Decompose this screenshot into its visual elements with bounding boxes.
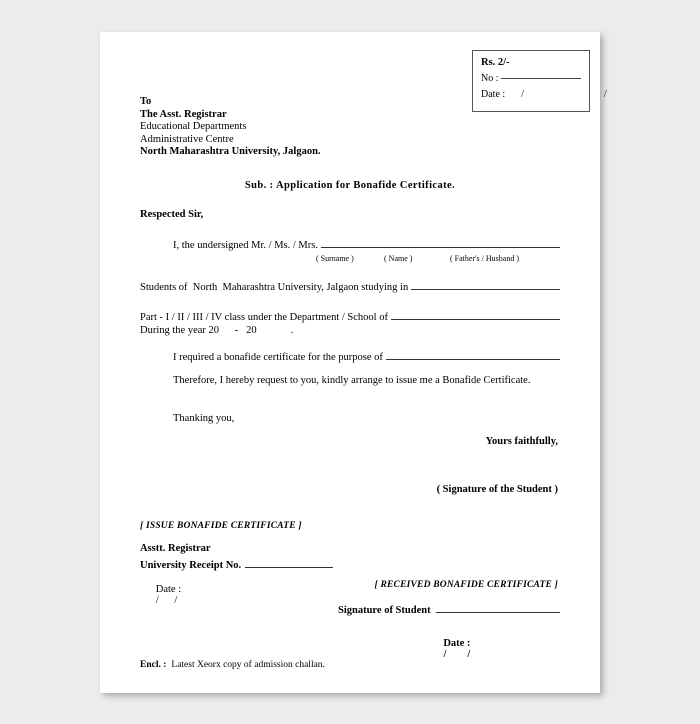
address-centre: Administrative Centre — [140, 133, 234, 145]
received-date-label: Date : — [443, 638, 471, 649]
subject-line: Sub. : Application for Bonafide Certificate. — [244, 180, 456, 191]
stamp-no-blank[interactable] — [501, 68, 582, 79]
stamp-date-row — [481, 87, 621, 103]
address-to: To — [140, 96, 152, 107]
address-block — [140, 96, 321, 159]
department-line — [140, 310, 560, 325]
address-university: North Maharashtra University, Jalgaon. — [140, 146, 321, 158]
stamp-date-blank[interactable]: / / — [521, 89, 621, 100]
received-certificate-heading: [ RECEIVED BONAFIDE CERTIFICATE ] — [374, 580, 558, 590]
issue-receipt-blank[interactable] — [245, 558, 333, 568]
studying-in-line — [140, 280, 560, 295]
thanking-line: Thanking you, — [173, 413, 235, 424]
stamp-amount: Rs. 2/- — [481, 57, 510, 68]
during-year-line[interactable]: During the year 20 - 20 . — [140, 325, 294, 336]
stamp-box — [472, 50, 621, 112]
received-date-row — [338, 627, 560, 671]
salutation: Respected Sir, — [140, 209, 204, 220]
issue-registrar-label: Asstt. Registrar — [140, 543, 211, 554]
issue-date-label: Date : — [155, 584, 182, 595]
enclosure-text: Latest Xeorx copy of admission challan. — [171, 660, 325, 670]
name-captions — [316, 254, 560, 263]
enclosure-line — [140, 660, 325, 670]
undersigned-text: I, the undersigned Mr. / Ms. / Mrs. — [173, 240, 318, 251]
caption-name: ( Name ) — [384, 254, 413, 263]
received-signature-blank[interactable] — [436, 603, 560, 613]
purpose-text: I required a bonafide certificate for the purpose of — [173, 352, 383, 363]
address-department: Educational Departments — [140, 121, 247, 133]
stamp-no-row — [481, 70, 581, 87]
studying-in-text: Students of North Maharashtra University, Jalgaon studying in — [140, 282, 409, 293]
issue-receipt-row — [140, 558, 333, 571]
stamp-date-label: Date : — [481, 89, 506, 100]
received-signature-row — [338, 603, 560, 616]
caption-father-husband: ( Father's / Husband ) — [450, 254, 519, 263]
caption-surname: ( Surname ) — [316, 254, 354, 263]
department-text: Part - I / II / III / IV class under the Department / School of — [140, 312, 388, 323]
purpose-blank[interactable] — [386, 350, 560, 360]
department-blank[interactable] — [391, 310, 560, 320]
issue-date-blank[interactable]: / / — [155, 595, 178, 606]
enclosure-label: Encl. : — [140, 660, 167, 670]
stamp-no-label: No : — [481, 73, 499, 84]
undersigned-line — [140, 238, 560, 253]
document-page — [100, 32, 621, 693]
yours-faithfully: Yours faithfully, — [485, 436, 558, 447]
studying-in-blank[interactable] — [411, 280, 560, 290]
received-date-blank[interactable]: / / — [443, 649, 471, 660]
name-blank[interactable] — [321, 238, 560, 248]
issue-certificate-heading: [ ISSUE BONAFIDE CERTIFICATE ] — [140, 521, 302, 531]
student-signature-label: ( Signature of the Student ) — [436, 484, 558, 495]
received-signature-label: Signature of Student — [338, 605, 431, 616]
request-paragraph: Therefore, I hereby request to you, kindly arrange to issue me a Bonafide Certificate. — [173, 375, 531, 386]
purpose-line — [140, 350, 560, 365]
address-designation: The Asst. Registrar — [140, 108, 227, 120]
issue-receipt-label: University Receipt No. — [140, 560, 242, 571]
document-content — [138, 32, 621, 693]
